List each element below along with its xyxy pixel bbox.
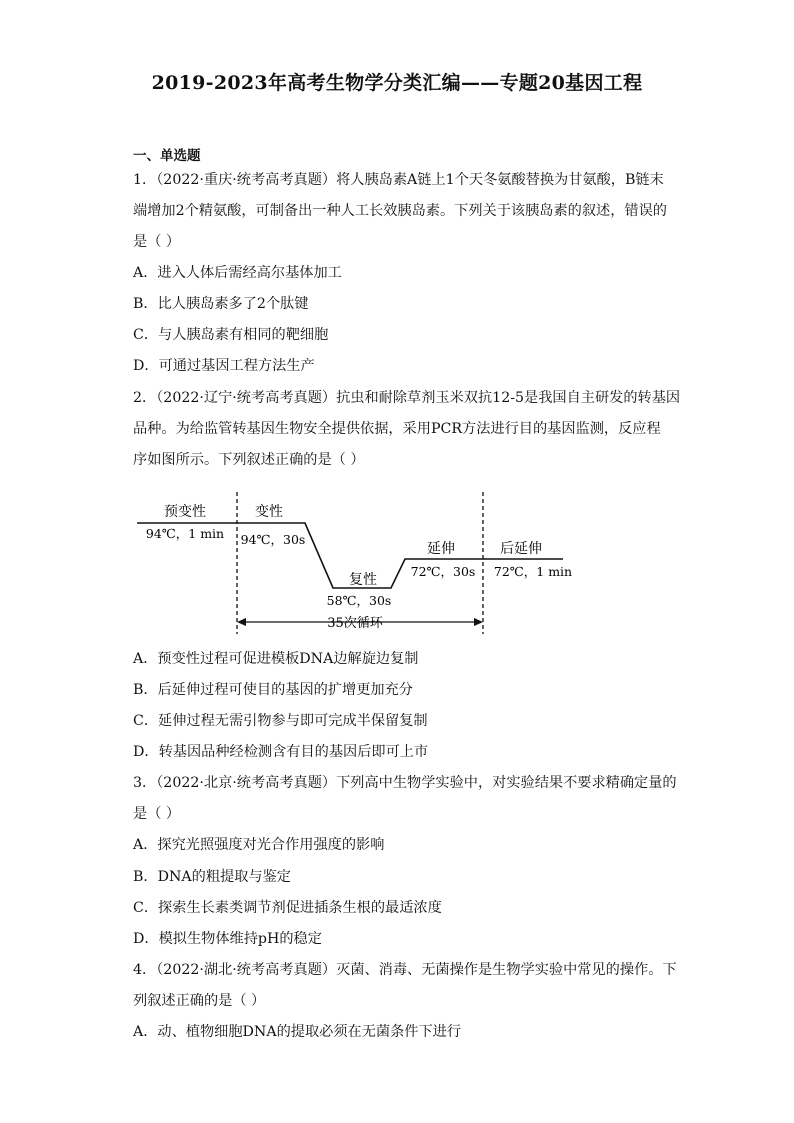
q3-option-b: B．DNA的粗提取与鉴定 — [133, 869, 291, 885]
pre-denature-label: 预变性 — [164, 504, 206, 520]
cycles-label: 35次循环 — [327, 616, 383, 631]
q2-option-d: D．转基因品种经检测含有目的基因后即可上市 — [133, 744, 429, 760]
q4-stem-line-2: 列叙述正确的是（ ） — [133, 993, 266, 1009]
q3-option-c: C．探索生长素类调节剂促进插条生根的最适浓度 — [133, 900, 442, 916]
section-heading: 一、单选题 — [133, 148, 201, 164]
q1-stem-line-2: 端增加2个精氨酸，可制备出一种人工长效胰岛素。下列关于该胰岛素的叙述，错误的 — [133, 203, 667, 219]
q3-option-a: A．探究光照强度对光合作用强度的影响 — [133, 837, 385, 853]
denature-label: 变性 — [255, 504, 283, 520]
q2-stem-line-1: 2．（2022·辽宁·统考高考真题）抗虫和耐除草剂玉米双抗12-5是我国自主研发的转基因 — [133, 390, 681, 406]
q2-option-b: B．后延伸过程可使目的基因的扩增更加充分 — [133, 682, 413, 698]
extend-condition: 72℃，30s — [410, 564, 476, 579]
final-extend-label: 后延伸 — [500, 541, 542, 557]
q2-stem-line-3: 序如图所示。下列叙述正确的是（ ） — [133, 452, 365, 468]
denature-condition: 94℃，30s — [240, 532, 306, 547]
extend-label: 延伸 — [427, 541, 455, 557]
arrow-right-icon — [474, 618, 483, 626]
q3-stem-line-1: 3．（2022·北京·统考高考真题）下列高中生物学实验中，对实验结果不要求精确定量的 — [133, 775, 677, 791]
page-title: 2019-2023年高考生物学分类汇编——专题20基因工程 — [151, 72, 643, 94]
q2-option-c: C．延伸过程无需引物参与即可完成半保留复制 — [133, 713, 428, 729]
pre-denature-condition: 94℃，1 min — [145, 526, 225, 541]
arrow-left-icon — [237, 618, 246, 626]
q1-stem-line-1: 1．（2022·重庆·统考高考真题）将人胰岛素A链上1个天冬氨酸替换为甘氨酸，B链末 — [133, 172, 664, 188]
anneal-condition: 58℃，30s — [326, 593, 392, 608]
q2-stem-line-2: 品种。为给监管转基因生物安全提供依据，采用PCR方法进行目的基因监测，反应程 — [133, 421, 661, 437]
q1-stem-line-3: 是（ ） — [133, 234, 181, 250]
q1-option-c: C．与人胰岛素有相同的靶细胞 — [133, 327, 329, 343]
q3-option-d: D．模拟生物体维持pH的稳定 — [133, 931, 322, 947]
q3-stem-line-2: 是（ ） — [133, 806, 181, 822]
pcr-program-diagram — [133, 488, 593, 638]
q2-option-a: A．预变性过程可促进模板DNA边解旋边复制 — [133, 651, 419, 667]
q4-stem-line-1: 4．（2022·湖北·统考高考真题）灭菌、消毒、无菌操作是生物学实验中常见的操作。下 — [133, 962, 677, 978]
final-extend-condition: 72℃，1 min — [493, 564, 573, 579]
q4-option-a: A．动、植物细胞DNA的提取必须在无菌条件下进行 — [133, 1024, 462, 1040]
q1-option-d: D．可通过基因工程方法生产 — [133, 358, 315, 374]
q1-option-a: A．进入人体后需经高尔基体加工 — [133, 265, 342, 281]
q1-option-b: B．比人胰岛素多了2个肽键 — [133, 296, 309, 312]
anneal-label: 复性 — [349, 572, 377, 588]
